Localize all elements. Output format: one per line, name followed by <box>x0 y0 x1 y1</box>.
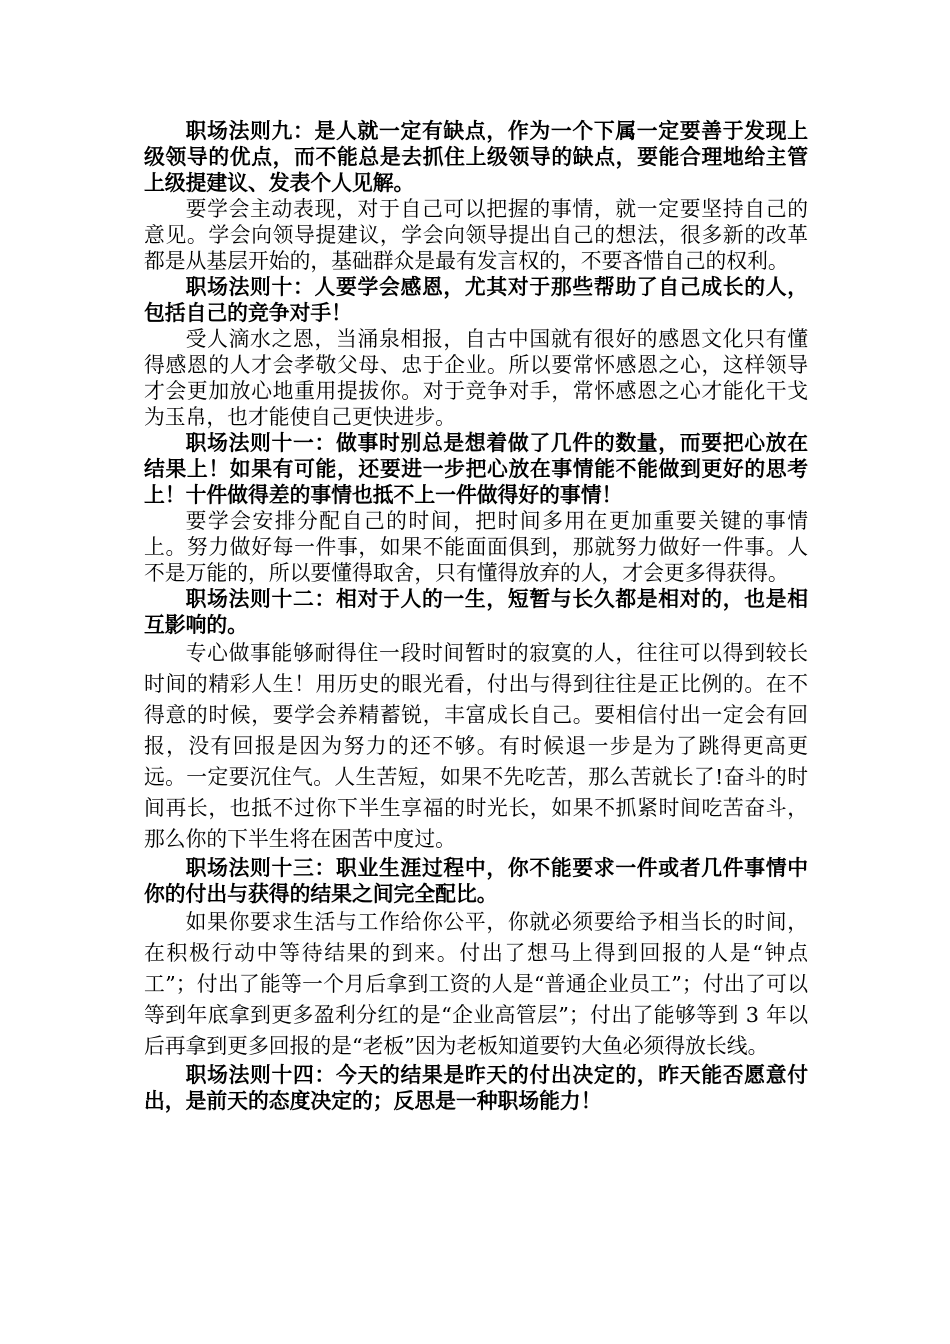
rule-12-heading: 职场法则十二：相对于人的一生，短暂与长久都是相对的，也是相互影响的。 <box>144 587 808 637</box>
document-page <box>144 118 808 1114</box>
rule-13-body: 如果你要求生活与工作给你公平，你就必须要给予相当长的时间，在积极行动中等待结果的到来。付出了想马上得到回报的人是“钟点工”；付出了能等一个月后拿到工资的人是“普通企业员工”；付出了可以等到年底拿到更多盈利分红的是“企业高管层”；付出了能够等到 3 年以后再拿到更多回报的是“老板”因为老板知道要钓大鱼必须得放长线。 <box>144 910 808 1058</box>
rule-13-heading: 职场法则十三：职业生涯过程中，你不能要求一件或者几件事情中你的付出与获得的结果之间完全配比。 <box>144 856 808 906</box>
rule-9-body: 要学会主动表现，对于自己可以把握的事情，就一定要坚持自己的意见。学会向领导提建议，学会向领导提出自己的想法，很多新的改革都是从基层开始的，基础群众是最有发言权的，不要吝惜自己的权利。 <box>144 197 808 273</box>
rule-10-body: 受人滴水之恩，当涌泉相报，自古中国就有很好的感恩文化只有懂得感恩的人才会孝敬父母、忠于企业。所以要常怀感恩之心，这样领导才会更加放心地重用提拔你。对于竞争对手，常怀感恩之心才能化干戈为玉帛，也才能使自己更快进步。 <box>144 327 808 429</box>
rule-9-heading: 职场法则九：是人就一定有缺点，作为一个下属一定要善于发现上级领导的优点，而不能总是去抓住上级领导的缺点，要能合理地给主管上级提建议、发表个人见解。 <box>144 119 808 195</box>
rule-10-heading: 职场法则十：人要学会感恩，尤其对于那些帮助了自己成长的人，包括自己的竞争对手！ <box>144 275 808 325</box>
rule-11-body: 要学会安排分配自己的时间，把时间多用在更加重要关键的事情上。努力做好每一件事，如果不能面面俱到，那就努力做好一件事。人不是万能的，所以要懂得取舍，只有懂得放弃的人，才会更多得获得。 <box>144 509 808 585</box>
rule-12-body: 专心做事能够耐得住一段时间暂时的寂寞的人，往往可以得到较长时间的精彩人生！用历史的眼光看，付出与得到往往是正比例的。在不得意的时候，要学会养精蓄锐，丰富成长自己。要相信付出一定会有回报，没有回报是因为努力的还不够。有时候退一步是为了跳得更高更远。一定要沉住气。人生苦短，如果不先吃苦，那么苦就长了!奋斗的时间再长，也抵不过你下半生享福的时光长，如果不抓紧时间吃苦奋斗，那么你的下半生将在困苦中度过。 <box>144 641 808 851</box>
rule-11-heading: 职场法则十一：做事时别总是想着做了几件的数量，而要把心放在结果上！如果有可能，还要进一步把心放在事情能不能做到更好的思考上！十件做得差的事情也抵不上一件做得好的事情！ <box>144 431 808 507</box>
rule-14-heading: 职场法则十四：今天的结果是昨天的付出决定的，昨天能否愿意付出，是前天的态度决定的；反思是一种职场能力！ <box>144 1063 808 1113</box>
